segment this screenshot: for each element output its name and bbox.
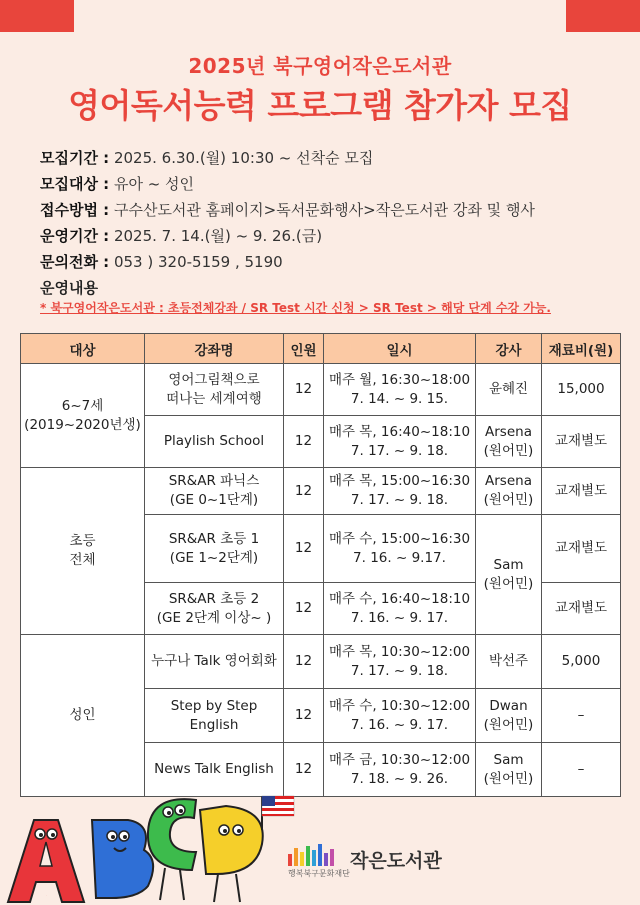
count-cell: 12	[284, 515, 324, 583]
course-cell	[145, 635, 284, 689]
course-line: SR&AR 초등 1	[168, 530, 260, 547]
schedule-line: 7. 17. ~ 9. 18.	[350, 442, 449, 459]
schedule-line: 매주 월, 16:30~18:00	[328, 371, 471, 388]
letter-d-text: D	[230, 860, 231, 861]
schedule-line: 매주 수, 16:40~18:10	[328, 590, 471, 607]
course-line: 떠나는 세계여행	[166, 390, 262, 407]
schedule-line: 7. 16. ~ 9. 17.	[350, 716, 449, 733]
count-cell: 12	[284, 416, 324, 468]
info-label: 모집기간 :	[40, 149, 110, 167]
schedule-cell	[324, 743, 476, 797]
letter-a-character	[8, 820, 84, 902]
fee-cell: 교재별도	[542, 583, 621, 635]
info-value: 2025. 6.30.(월) 10:30 ~ 선착순 모집	[113, 149, 374, 167]
letter-c-character	[148, 799, 196, 900]
info-value: 2025. 7. 14.(월) ~ 9. 26.(금)	[113, 227, 323, 245]
course-line: English	[189, 716, 239, 733]
schedule-cell	[324, 635, 476, 689]
corner-decoration-left	[0, 0, 74, 32]
target-line: 6~7세	[61, 397, 104, 414]
course-cell	[145, 468, 284, 515]
count-cell: 12	[284, 689, 324, 743]
info-label: 접수방법 :	[40, 201, 110, 219]
page-title: 영어독서능력 프로그램 참가자 모집	[68, 86, 572, 125]
table-row	[21, 364, 621, 416]
schedule-line: 7. 16. ~ 9. 17.	[350, 609, 449, 626]
teacher-cell	[476, 468, 542, 515]
info-value: 053 ) 320-5159 , 5190	[113, 253, 283, 271]
schedule-cell	[324, 689, 476, 743]
schedule-line: 7. 17. ~ 9. 18.	[350, 662, 449, 679]
info-label: 문의전화 :	[40, 253, 110, 271]
schedule-line: 매주 금, 10:30~12:00	[328, 751, 471, 768]
teacher-cell	[476, 364, 542, 416]
teacher-line: (원어민)	[483, 716, 534, 733]
header-count: 인원	[284, 334, 324, 364]
schedule-line: 매주 목, 15:00~16:30	[328, 473, 471, 489]
table-header-row	[21, 334, 621, 364]
schedule-cell	[324, 583, 476, 635]
info-row-target	[40, 171, 620, 197]
content-label: 운영내용	[40, 279, 98, 297]
teacher-cell	[476, 743, 542, 797]
header-schedule: 일시	[324, 334, 476, 364]
course-line: (GE 0~1단계)	[169, 492, 259, 508]
fee-cell: 교재별도	[542, 416, 621, 468]
logo-bars-icon	[288, 844, 338, 866]
teacher-cell	[476, 689, 542, 743]
count-cell: 12	[284, 743, 324, 797]
corner-decoration-right	[566, 0, 640, 32]
fee-cell: 교재별도	[542, 468, 621, 515]
teacher-cell	[476, 635, 542, 689]
teacher-line: Sam	[493, 556, 524, 573]
header-fee: 재료비(원)	[542, 334, 621, 364]
target-line: 전체	[69, 552, 96, 568]
course-line: SR&AR 파닉스	[168, 473, 260, 489]
info-value: 구수산도서관 홈페이지>독서문화행사>작은도서관 강좌 및 행사	[113, 201, 535, 219]
course-line: Playlish School	[163, 433, 265, 449]
course-line: 누구나 Talk 영어회화	[151, 653, 277, 669]
course-cell	[145, 515, 284, 583]
schedule-line: 7. 17. ~ 9. 18.	[350, 492, 449, 508]
schedule-line: 매주 목, 10:30~12:00	[328, 643, 471, 660]
schedule-line: 7. 14. ~ 9. 15.	[350, 390, 449, 407]
course-line: News Talk English	[154, 761, 274, 777]
info-row-recruit-period	[40, 145, 620, 171]
schedule-cell	[324, 468, 476, 515]
table-row	[21, 635, 621, 689]
fee-cell: 15,000	[542, 364, 621, 416]
library-logo	[288, 842, 448, 882]
teacher-line: (원어민)	[483, 575, 534, 592]
us-flag-icon	[262, 796, 294, 830]
letter-a-text: A	[46, 896, 47, 897]
course-line: SR&AR 초등 2	[168, 590, 260, 607]
schedule-line: 매주 수, 10:30~12:00	[328, 697, 471, 714]
teacher-line: 박선주	[488, 653, 529, 669]
course-line: Step by Step	[170, 697, 258, 714]
teacher-line: (원어민)	[483, 492, 534, 508]
letter-d-character	[200, 806, 263, 902]
info-row-contact	[40, 249, 620, 275]
teacher-line: (원어민)	[483, 442, 534, 459]
teacher-line: Arsena	[485, 473, 532, 489]
letter-c-text: C	[170, 840, 171, 841]
logo-text: 작은도서관	[350, 850, 442, 872]
info-row-apply-method	[40, 197, 620, 223]
teacher-line: (원어민)	[483, 770, 534, 787]
fee-cell: –	[542, 743, 621, 797]
schedule-table	[20, 333, 621, 797]
course-line: 영어그림책으로	[168, 371, 260, 388]
target-cell	[21, 635, 145, 797]
info-value: 유아 ~ 성인	[113, 175, 195, 193]
course-cell	[145, 416, 284, 468]
count-cell: 12	[284, 468, 324, 515]
info-label: 모집대상 :	[40, 175, 110, 193]
target-line: (2019~2020년생)	[24, 416, 141, 433]
abcd-letters-illustration	[0, 790, 330, 905]
schedule-cell	[324, 515, 476, 583]
schedule-line: 매주 수, 15:00~16:30	[328, 530, 471, 547]
header-course: 강좌명	[145, 334, 284, 364]
schedule-line: 매주 목, 16:40~18:10	[328, 423, 471, 440]
header-target: 대상	[21, 334, 145, 364]
count-cell: 12	[284, 364, 324, 416]
target-line: 성인	[69, 707, 96, 723]
letter-b-text: B	[118, 890, 119, 891]
fee-cell: 교재별도	[542, 515, 621, 583]
schedule-cell	[324, 364, 476, 416]
target-cell	[21, 468, 145, 635]
table-row	[21, 468, 621, 515]
schedule-line: 7. 16. ~ 9.17.	[353, 549, 446, 566]
teacher-line: 윤혜진	[488, 381, 529, 397]
fee-cell: 5,000	[542, 635, 621, 689]
teacher-cell	[476, 515, 542, 635]
letter-b-character	[92, 820, 153, 898]
course-cell	[145, 689, 284, 743]
target-cell	[21, 364, 145, 468]
info-section	[40, 145, 620, 319]
teacher-cell	[476, 416, 542, 468]
schedule-line: 7. 18. ~ 9. 26.	[350, 770, 449, 787]
course-cell	[145, 583, 284, 635]
target-line: 초등	[69, 533, 96, 549]
logo-subtext: 행복북구문화재단	[288, 869, 350, 878]
notice-text: * 북구영어작은도서관 : 초등전체강좌 / SR Test 시간 신청 > SR Test > 해당 단계 수강 가능.	[40, 301, 551, 315]
teacher-line: Dwan	[489, 697, 528, 714]
info-row-operation-period	[40, 223, 620, 249]
course-cell	[145, 743, 284, 797]
fee-cell: –	[542, 689, 621, 743]
course-line: (GE 1~2단계)	[169, 549, 259, 566]
count-cell: 12	[284, 635, 324, 689]
header-teacher: 강사	[476, 334, 542, 364]
course-line: (GE 2단계 이상~ )	[156, 609, 272, 626]
teacher-line: Sam	[493, 751, 524, 768]
info-label: 운영기간 :	[40, 227, 110, 245]
count-cell: 12	[284, 583, 324, 635]
year-subtitle: 2025년 북구영어작은도서관	[188, 54, 452, 78]
schedule-cell	[324, 416, 476, 468]
teacher-line: Arsena	[485, 423, 532, 440]
course-cell	[145, 364, 284, 416]
